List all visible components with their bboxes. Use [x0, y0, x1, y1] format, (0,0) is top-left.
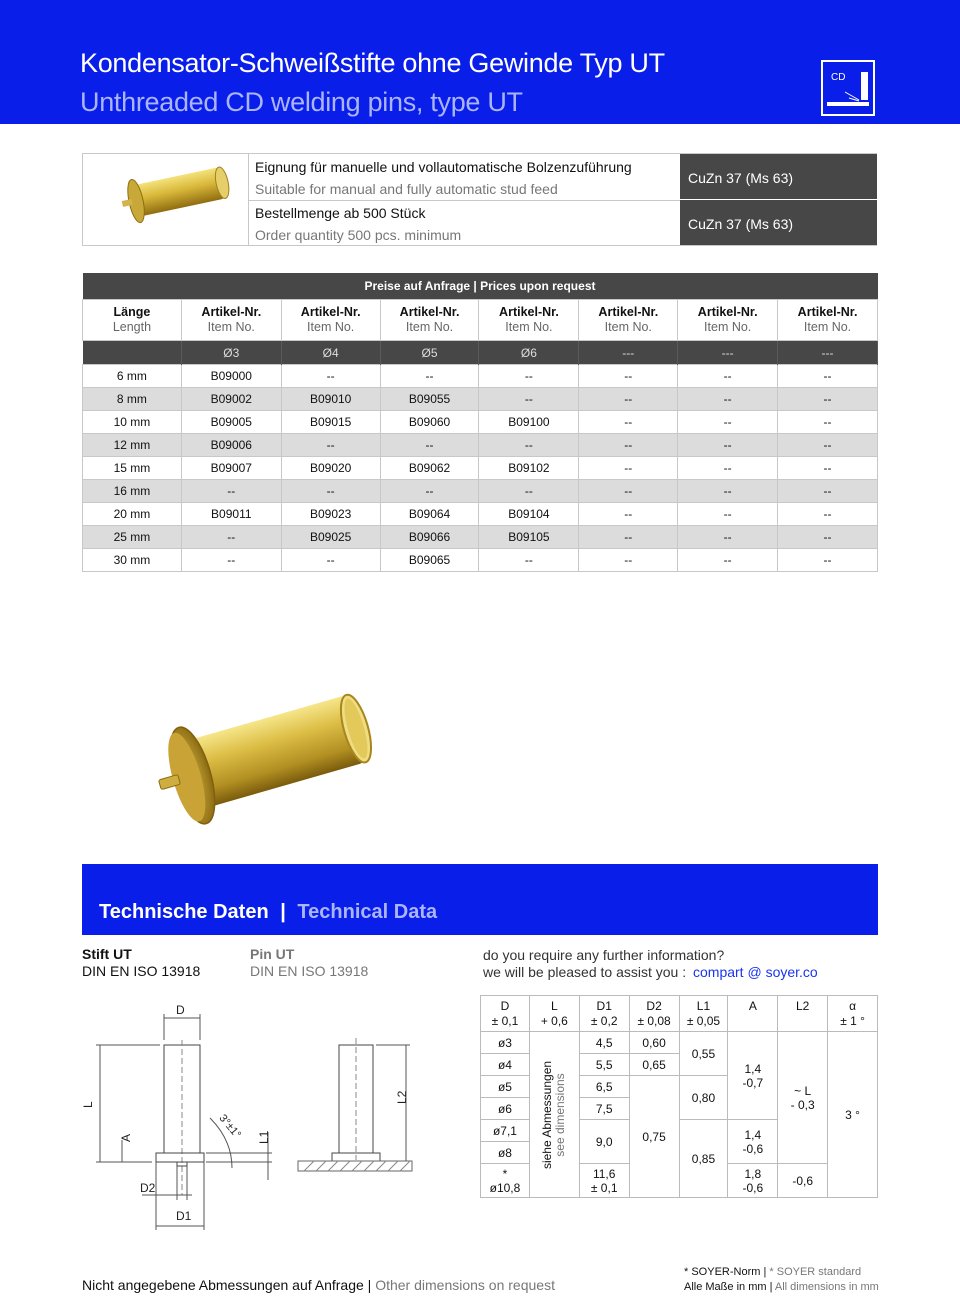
table-row — [83, 411, 878, 434]
footer-en: Other dimensions on request — [375, 1277, 555, 1293]
question-text: do you require any further information? — [483, 947, 725, 963]
item-no-cell: -- — [778, 526, 878, 549]
item-no-cell: B09006 — [181, 434, 281, 457]
item-no-cell: B09066 — [380, 526, 479, 549]
pin-thumbnail — [83, 154, 249, 245]
length-cell: 30 mm — [83, 549, 182, 572]
item-no-cell: -- — [181, 549, 281, 572]
item-no-cell: B09023 — [281, 503, 380, 526]
l2-cell: -0,6 — [778, 1164, 828, 1198]
table-row — [83, 480, 878, 503]
tech-header-tol — [778, 1014, 827, 1028]
prices-header-cell — [479, 300, 579, 341]
item-no-cell: -- — [181, 526, 281, 549]
header-label-de: Artikel-Nr. — [399, 305, 460, 319]
info-row-feed — [249, 154, 680, 201]
info-quantity-de: Bestellmenge ab 500 Stück — [255, 205, 426, 221]
header-label-en: Item No. — [207, 320, 255, 334]
table-row — [83, 503, 878, 526]
d1-cell: 7,5 — [579, 1098, 629, 1120]
d2-cell: 0,60 — [629, 1032, 679, 1054]
item-no-cell: -- — [678, 526, 778, 549]
assist-text: we will be pleased to assist you : — [483, 964, 687, 980]
header-label-de: Artikel-Nr. — [697, 305, 758, 319]
item-no-cell: -- — [579, 549, 678, 572]
item-no-cell: B09025 — [281, 526, 380, 549]
pin-product-image — [126, 670, 376, 830]
d1-cell: 4,5 — [579, 1032, 629, 1054]
material-label: CuZn 37 (Ms 63) — [688, 170, 794, 186]
item-no-cell: -- — [778, 549, 878, 572]
diameter-cell: Ø4 — [281, 341, 380, 365]
tech-header-name: L1 — [696, 998, 711, 1013]
tech-header-cell — [629, 996, 679, 1032]
tech-header-cell — [481, 996, 530, 1032]
pin-type-de: Stift UT — [82, 946, 132, 962]
prices-header-row — [83, 300, 878, 341]
diameter-cell — [83, 341, 182, 365]
item-no-cell: -- — [678, 503, 778, 526]
dim-label-a: A — [119, 1133, 133, 1142]
tech-header-name: L2 — [796, 999, 810, 1013]
tech-title-sep: | — [280, 901, 286, 923]
item-no-cell: -- — [479, 549, 579, 572]
length-cell: 20 mm — [83, 503, 182, 526]
header-label-en: Item No. — [505, 320, 553, 334]
l1-cell: 0,80 — [679, 1076, 728, 1120]
dim-label-d: D — [176, 1003, 185, 1017]
header-label-en: Item No. — [604, 320, 652, 334]
length-cell: 10 mm — [83, 411, 182, 434]
length-cell: 16 mm — [83, 480, 182, 503]
header-label-de: Artikel-Nr. — [797, 305, 858, 319]
a-cell: 1,4 -0,6 — [728, 1120, 778, 1164]
tech-header-name: α — [849, 998, 857, 1013]
header-label-en: Item No. — [704, 320, 752, 334]
item-no-cell: B09002 — [181, 388, 281, 411]
item-no-cell: -- — [678, 365, 778, 388]
info-feed-de: Eignung für manuelle und vollautomatische Bolzenzuführung — [255, 159, 632, 175]
item-no-cell: B09007 — [181, 457, 281, 480]
d-cell: * ø10,8 — [481, 1164, 530, 1198]
table-row — [83, 365, 878, 388]
tech-header-tol: ± 0,08 — [637, 1013, 671, 1028]
item-no-cell: -- — [778, 457, 878, 480]
length-cell: 6 mm — [83, 365, 182, 388]
l-note-en: see dimensions — [553, 1072, 568, 1157]
item-no-cell: -- — [579, 526, 678, 549]
tech-header-tol: + 0,6 — [540, 1013, 568, 1028]
item-no-cell: -- — [678, 388, 778, 411]
norm-en: DIN EN ISO 13918 — [250, 963, 369, 979]
table-row — [83, 434, 878, 457]
header-label-de: Artikel-Nr. — [499, 305, 559, 319]
item-no-cell: B09010 — [281, 388, 380, 411]
dim-label-angle: 3°±1° — [216, 1112, 244, 1141]
tech-header-cell — [529, 996, 579, 1032]
item-no-cell: -- — [579, 411, 678, 434]
alpha-cell: 3 ° — [828, 1032, 878, 1198]
length-cell: 25 mm — [83, 526, 182, 549]
assist-line — [483, 964, 818, 980]
prices-header-cell — [678, 300, 778, 341]
length-cell: 15 mm — [83, 457, 182, 480]
contact-link[interactable]: compart @ soyer.co — [693, 964, 818, 980]
tech-header-name: L — [551, 998, 558, 1013]
tech-header-tol — [728, 1014, 777, 1028]
material-label: CuZn 37 (Ms 63) — [688, 216, 794, 232]
item-no-cell: -- — [479, 388, 579, 411]
tech-header-cell — [579, 996, 629, 1032]
item-no-cell: B09102 — [479, 457, 579, 480]
item-no-cell: B09055 — [380, 388, 479, 411]
header-label-de: Artikel-Nr. — [300, 305, 361, 319]
tech-header-name: D2 — [646, 998, 662, 1013]
item-no-cell: -- — [479, 480, 579, 503]
item-no-cell: -- — [678, 480, 778, 503]
prices-header-cell — [181, 300, 281, 341]
dim-label-l: L — [82, 1101, 95, 1108]
item-no-cell: -- — [281, 434, 380, 457]
item-no-cell: -- — [778, 365, 878, 388]
item-no-cell: -- — [579, 457, 678, 480]
prices-caption: Preise auf Anfrage | Prices upon request — [83, 273, 878, 300]
prices-header-cell — [778, 300, 878, 341]
diameter-cell: Ø3 — [181, 341, 281, 365]
tech-table — [480, 995, 878, 1198]
item-no-cell: -- — [678, 457, 778, 480]
tech-title-en: Technical Data — [297, 901, 438, 923]
tech-header-cell — [679, 996, 728, 1032]
info-row-quantity — [249, 200, 680, 246]
tech-header-tol: ± 0,2 — [590, 1013, 618, 1028]
tech-header-tol: ± 1 ° — [840, 1013, 865, 1028]
item-no-cell: -- — [579, 480, 678, 503]
table-row — [83, 388, 878, 411]
item-no-cell: B09000 — [181, 365, 281, 388]
tech-header-cell — [778, 996, 828, 1032]
dim-label-l1: L1 — [257, 1130, 271, 1144]
diameter-cell: Ø5 — [380, 341, 479, 365]
d1-cell: 11,6 ± 0,1 — [579, 1164, 629, 1198]
d-cell: ø7,1 — [481, 1120, 530, 1142]
footer-de: Nicht angegebene Abmessungen auf Anfrage — [82, 1277, 364, 1293]
page-subtitle: Unthreaded CD welding pins, type UT — [80, 87, 523, 117]
item-no-cell: -- — [380, 480, 479, 503]
item-no-cell: B09064 — [380, 503, 479, 526]
prices-header-cell — [83, 300, 182, 341]
table-row — [83, 549, 878, 572]
header-label-en: Item No. — [307, 320, 355, 334]
item-no-cell: -- — [579, 388, 678, 411]
d1-cell: 5,5 — [579, 1054, 629, 1076]
tech-header-tol: ± 0,05 — [686, 1013, 721, 1028]
tech-title-de: Technische Daten — [99, 901, 269, 923]
item-no-cell: -- — [380, 365, 479, 388]
page-title: Kondensator-Schweißstifte ohne Gewinde Typ UT — [80, 48, 665, 78]
item-no-cell: B09100 — [479, 411, 579, 434]
item-no-cell: B09060 — [380, 411, 479, 434]
tech-header-name: A — [748, 999, 757, 1013]
item-no-cell: -- — [778, 434, 878, 457]
cd-icon-label: CD — [831, 72, 846, 83]
d-cell: ø3 — [481, 1032, 530, 1054]
item-no-cell: B09105 — [479, 526, 579, 549]
header-label-de: Artikel-Nr. — [201, 305, 262, 319]
table-row — [83, 457, 878, 480]
item-no-cell: -- — [579, 503, 678, 526]
item-no-cell: -- — [678, 434, 778, 457]
diameter-cell: Ø6 — [479, 341, 579, 365]
dim-label-d2: D2 — [140, 1181, 156, 1195]
header-label-en: Length — [112, 320, 152, 334]
prices-table — [82, 273, 878, 572]
diameter-cell: --- — [579, 341, 678, 365]
item-no-cell: -- — [181, 480, 281, 503]
item-no-cell: -- — [281, 365, 380, 388]
material-cell — [680, 200, 877, 245]
d2-cell: 0,75 — [629, 1076, 679, 1198]
note2-en: All dimensions in mm — [774, 1281, 879, 1293]
info-table — [82, 153, 877, 246]
footer-sep: | — [367, 1277, 372, 1293]
d2-cell: 0,65 — [629, 1054, 679, 1076]
l-note-cell — [529, 1032, 579, 1198]
item-no-cell: B09020 — [281, 457, 380, 480]
diameter-cell: --- — [678, 341, 778, 365]
item-no-cell: -- — [678, 411, 778, 434]
tech-header-name: D1 — [596, 998, 612, 1013]
item-no-cell: -- — [380, 434, 479, 457]
item-no-cell: -- — [778, 503, 878, 526]
item-no-cell: -- — [678, 549, 778, 572]
item-no-cell: B09015 — [281, 411, 380, 434]
tech-header-name: D — [500, 998, 510, 1013]
item-no-cell: -- — [778, 480, 878, 503]
item-no-cell: B09005 — [181, 411, 281, 434]
footnote: * SOYER-Norm | * SOYER standard Alle Maße in mm | All dimensions in mm — [684, 1266, 879, 1293]
header-label-en: Item No. — [405, 320, 454, 334]
l1-cell: 0,85 — [679, 1120, 728, 1198]
info-feed-en: Suitable for manual and fully automatic stud feed — [255, 181, 558, 197]
l2-cell: ~ L - 0,3 — [778, 1032, 828, 1164]
item-no-cell: -- — [281, 549, 380, 572]
cd-welding-icon — [821, 60, 875, 116]
item-no-cell: -- — [778, 388, 878, 411]
prices-header-cell — [579, 300, 678, 341]
item-no-cell: -- — [479, 365, 579, 388]
d1-cell: 6,5 — [579, 1076, 629, 1098]
a-cell: 1,4 -0,7 — [728, 1032, 778, 1120]
dim-label-d1: D1 — [176, 1209, 192, 1223]
header-label-de: Artikel-Nr. — [598, 305, 659, 319]
item-no-cell: B09065 — [380, 549, 479, 572]
norm-de: DIN EN ISO 13918 — [82, 963, 201, 979]
l-note-de: siehe Abmessungen — [540, 1060, 555, 1169]
a-cell: 1,8 -0,6 — [728, 1164, 778, 1198]
header-label-de: Länge — [113, 305, 151, 319]
item-no-cell: -- — [579, 365, 678, 388]
tech-title — [99, 901, 437, 924]
d-cell: ø8 — [481, 1142, 530, 1164]
technical-drawing — [82, 1000, 422, 1235]
tech-header-cell — [728, 996, 778, 1032]
prices-header-cell — [380, 300, 479, 341]
length-cell: 12 mm — [83, 434, 182, 457]
pin-type-en: Pin UT — [250, 946, 295, 962]
length-cell: 8 mm — [83, 388, 182, 411]
item-no-cell: B09011 — [181, 503, 281, 526]
info-quantity-en: Order quantity 500 pcs. minimum — [255, 227, 462, 243]
footer-note — [82, 1277, 555, 1293]
item-no-cell: B09104 — [479, 503, 579, 526]
item-no-cell: -- — [778, 411, 878, 434]
dim-label-l2: L2 — [395, 1090, 409, 1104]
tech-header-row — [481, 996, 878, 1032]
d1-cell: 9,0 — [579, 1120, 629, 1164]
tech-header-tol: ± 0,1 — [491, 1013, 519, 1028]
d-cell: ø5 — [481, 1076, 530, 1098]
note1-de: * SOYER-Norm — [684, 1266, 761, 1278]
d-cell: ø6 — [481, 1098, 530, 1120]
d-cell: ø4 — [481, 1054, 530, 1076]
header-label-en: Item No. — [803, 320, 852, 334]
note1-en: * SOYER standard — [769, 1266, 862, 1278]
table-row — [83, 526, 878, 549]
material-cell — [680, 154, 877, 200]
prices-diameter-row — [83, 341, 878, 365]
item-no-cell: -- — [579, 434, 678, 457]
l1-cell: 0,55 — [679, 1032, 728, 1076]
note2-de: Alle Maße in mm — [684, 1281, 767, 1293]
prices-header-cell — [281, 300, 380, 341]
item-no-cell: -- — [281, 480, 380, 503]
tech-band — [82, 864, 878, 935]
diameter-cell: --- — [778, 341, 878, 365]
item-no-cell: B09062 — [380, 457, 479, 480]
item-no-cell: -- — [479, 434, 579, 457]
tech-header-cell — [828, 996, 878, 1032]
